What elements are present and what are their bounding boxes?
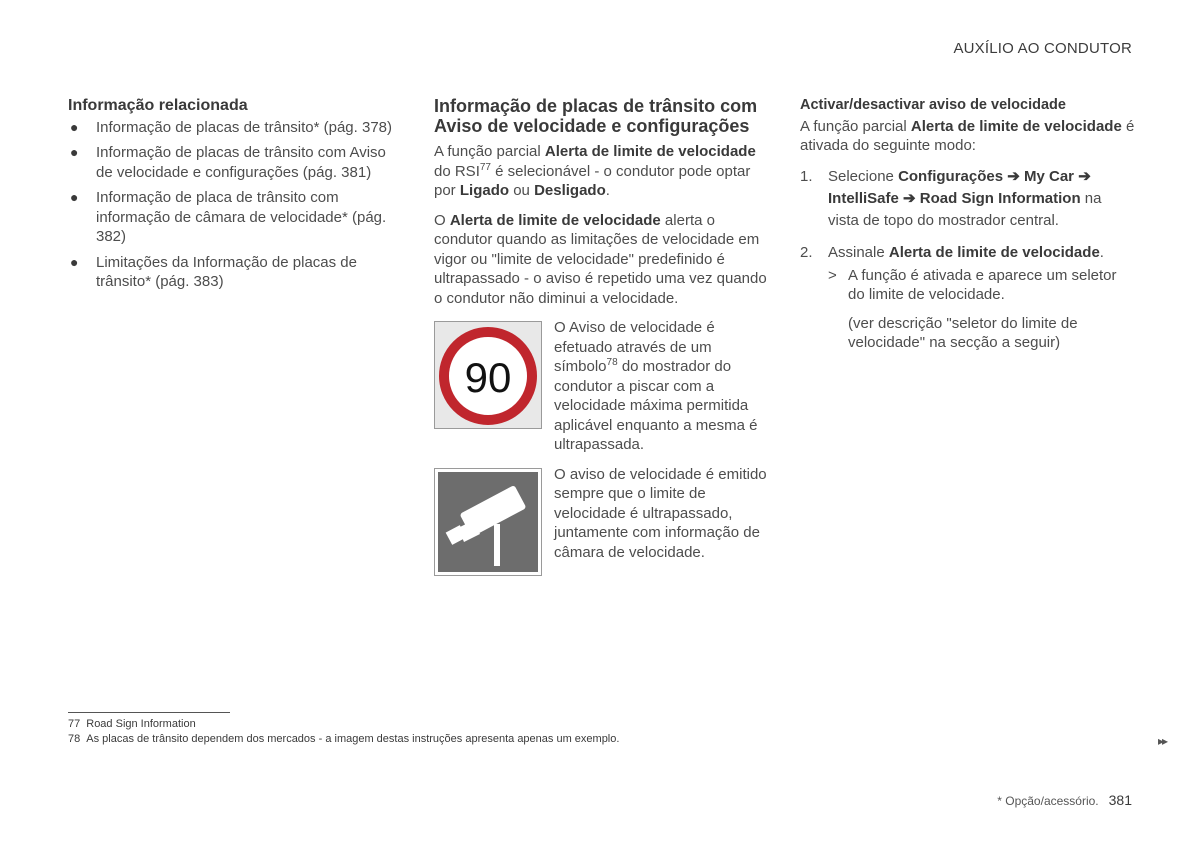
menu-path-item[interactable]: Configurações [898, 167, 1004, 185]
related-info-column [68, 96, 403, 298]
steps-list [800, 166, 1135, 353]
bullet-icon: ● [70, 118, 79, 135]
related-info-title: Informação relacionada [68, 97, 248, 114]
speed-camera-icon [438, 472, 538, 572]
step-note: (ver descrição "seletor do limite de velocidade" na secção a seguir) [848, 314, 1078, 351]
main-article-column [434, 96, 769, 586]
related-link[interactable]: ● Informação de placa de trânsito com informação de câmara de velocidade* (pág. 382) [70, 189, 387, 245]
step-item: 1. Selecione Configurações ➔ My Car ➔ IntelliSafe ➔ Road Sign Information na vista de topo do mostrador central. [800, 167, 1102, 229]
next-page-icon[interactable]: ▸▸ [1157, 734, 1166, 748]
intro-paragraph: A função parcial Alerta de limite de velocidade do RSI$^{77}$ é selecionável - o condutor pode optar por Ligado ou Desligado. [434, 143, 756, 199]
speed-sign-caption: O Aviso de velocidade é efetuado através de um símbolo$^{78}$ do mostrador do condutor a piscar com a velocidade máxima permitida aplicável enquanto a mesma é ultrapassada. [554, 319, 758, 453]
speed-camera-image [434, 468, 542, 576]
related-info-list [68, 118, 403, 292]
step-result: > A função é ativada e aparece um seletor do limite de velocidade. [828, 266, 1117, 303]
footnotes [68, 717, 619, 747]
speed-camera-caption: O aviso de velocidade é emitido sempre que o limite de velocidade é ultrapassado, juntamente com informação de câmara de velocidade. [554, 465, 767, 561]
result-marker: > [828, 266, 837, 284]
speed-camera-figure [434, 465, 769, 576]
related-link[interactable]: ● Limitações da Informação de placas de trânsito* (pág. 383) [70, 253, 357, 290]
speed-limit-value: 90 [464, 354, 512, 401]
arrow-icon: ➔ [1007, 167, 1020, 185]
checkbox-option-label[interactable]: Alerta de limite de velocidade [888, 243, 1100, 261]
footnote-divider [68, 712, 230, 713]
bullet-icon: ● [70, 189, 79, 205]
article-title: Informação de placas de trânsito com Aviso de velocidade e configurações [434, 96, 758, 136]
arrow-icon: ➔ [1078, 167, 1091, 185]
arrow-icon: ➔ [903, 189, 916, 207]
footnote-78: 78 As placas de trânsito dependem dos mercados - a imagem destas instruções apresenta apenas um exemplo. [68, 733, 620, 745]
step-item: 2. Assinale Alerta de limite de velocidade. > A função é ativada e aparece um seletor do limite de velocidade. (ver descrição "seletor do limite de velocidade" na secção a seguir) [800, 242, 1135, 353]
activate-column [800, 96, 1135, 363]
speed-sign-figure [434, 318, 769, 455]
related-link[interactable]: ● Informação de placas de trânsito* (pág. 378) [70, 118, 393, 136]
bullet-icon: ● [70, 144, 79, 160]
section-header: AUXÍLIO AO CONDUTOR [953, 40, 1132, 57]
alert-paragraph: O Alerta de limite de velocidade alerta o condutor quando as limitações de velocidade em vigor ou "limite de velocidade" predefinido é ultrapassado - o aviso é repetido uma vez quando o condutor não diminui a velocidade. [434, 211, 767, 307]
menu-path-item[interactable]: Road Sign Information [919, 189, 1081, 207]
activate-title: Activar/desactivar aviso de velocidade [800, 97, 1066, 113]
menu-path-item[interactable]: My Car [1024, 167, 1075, 185]
page-footer [997, 792, 1132, 808]
footnote-77: 77 Road Sign Information [68, 718, 196, 730]
footnote-ref-77[interactable]: 77 [479, 161, 491, 173]
related-link[interactable]: ● Informação de placas de trânsito com Aviso de velocidade e configurações (pág. 381) [70, 144, 386, 181]
step-number: 2. [800, 243, 813, 261]
footnote-ref-78[interactable]: 78 [606, 357, 618, 368]
step-number: 1. [800, 167, 813, 185]
speed-limit-sign-image [434, 321, 542, 429]
bullet-icon: ● [70, 253, 79, 270]
page-number: 381 [1108, 792, 1132, 808]
menu-path-item[interactable]: IntelliSafe [828, 189, 899, 207]
option-note: * Opção/acessório. [997, 794, 1099, 808]
activate-intro: A função parcial Alerta de limite de velocidade é ativada do seguinte modo: [800, 117, 1135, 154]
speed-limit-sign-icon [435, 322, 541, 428]
